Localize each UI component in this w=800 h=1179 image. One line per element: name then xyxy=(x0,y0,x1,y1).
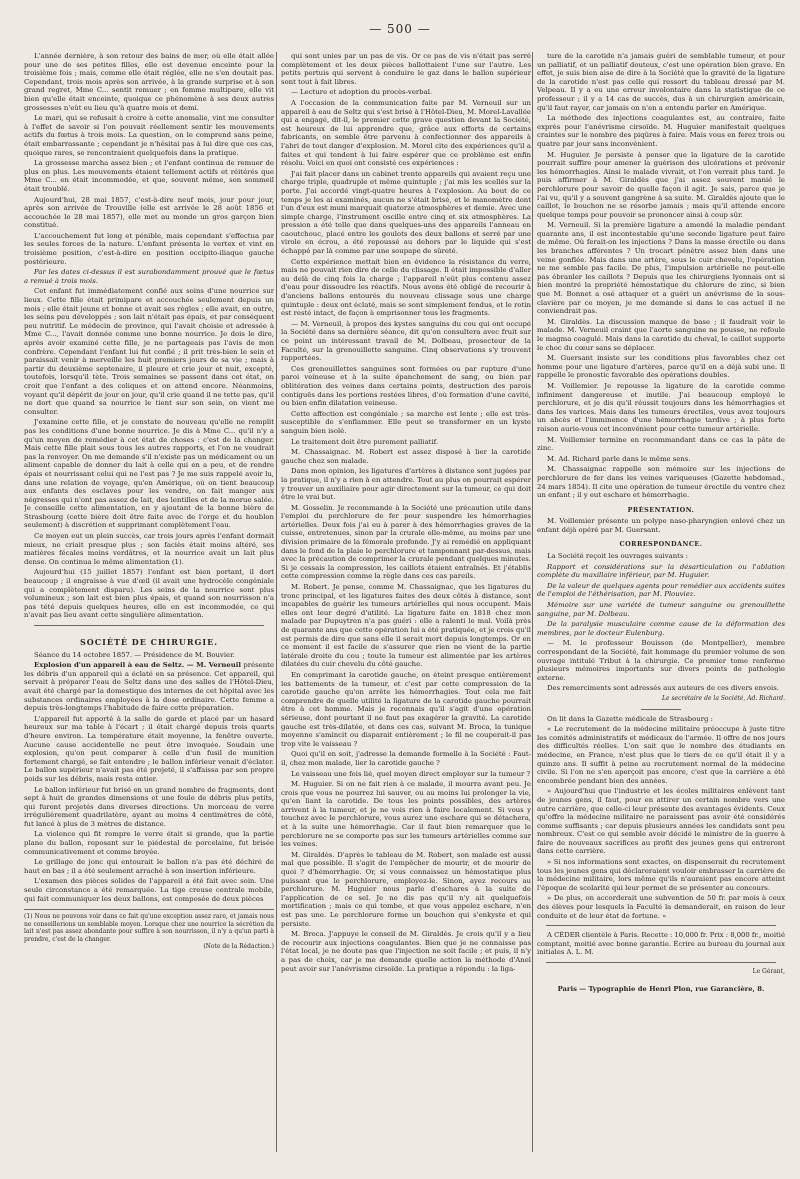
paragraph: » De plus, on accorderait une subvention de 50 fr. par mois à ceux des élèves pour lesquels la Faculté la demanderait, en raison de leur conduite et de leur état de fortune. » xyxy=(537,894,785,920)
paragraph: — M. le professeur Bouisson (de Montpellier), membre correspondant de la Société, fait hommage du premier volume de son ouvrage intitulé Tribut à la chirurgie. Ce premier tome renferme plusieurs mémoires importants sur divers points de pathologie externe. xyxy=(537,639,785,682)
section-divider xyxy=(546,962,776,963)
paragraph: La méthode des injections coagulantes est, au contraire, faite exprès pour l'anévrisme cirsoïde. M. Huguier manifestait quelques craintes sur le nombre des piqûres à faire. Mais vous en ferez trois ou quatre par jour sans inconvénient. xyxy=(537,114,785,148)
secretary-signature: Le secrétaire de la Société, Ad. Richard. xyxy=(662,694,785,702)
paragraph: Le ballon inférieur fut brisé en un grand nombre de fragments, dont sept à huit de grandes dimensions et une foule de débris plus petits, qui furent projetés dans diverses directions. Un morceau de verre irrégulièrement quadrilatère, ayant au moins 4 centimètres de côté, fut lancé à plus de 3 mètres de distance. xyxy=(24,785,274,828)
paragraph: M. Chassaignac rappelle son mémoire sur les injections de perchlorure de fer dans les veines variqueuses (Gazette hebdomad., 24 mars 1854). Il cite une opération de tumeur érectile du ventre chez un enfant ; il y eut eschare et hémorrhagie. xyxy=(537,465,785,500)
work-title: Mémoire sur une variété de tumeur sanguine ou grenouillette sanguine, par M. Dolbeau. xyxy=(537,601,785,618)
correspondance-heading: CORRESPONDANCE. xyxy=(619,540,703,549)
paragraph: Aujourd'hui, 28 mai 1857, c'est-à-dire neuf mois, jour pour jour, après son arrivée de Trouville (elle est arrivée le 28 août 1856 et accouchée le 28 mai 1857), elle met au monde un gros garçon bien constitué. xyxy=(24,195,274,230)
footnote-signature: (Note de la Rédaction.) xyxy=(203,943,274,951)
society-heading: SOCIÉTÉ DE CHIRURGIE. xyxy=(79,637,218,647)
explosion-text: présente les débris d'un appareil qui a éclaté en sa présence. Cet appareil, qui servait à préparer l'eau de Seltz dans une des salles de l'Hôtel-Dieu, avait été chargé par la domestique des internes de cet hôpital avec les substances ordinaires employées à la dose ordinaire. Cette femme a depuis très-longtemps l'habitude de faire cette préparation. xyxy=(24,661,274,713)
paragraph: M. Giraldès. D'après le tableau de M. Robert, son malade est aussi mal que possible. Il s'agit de l'empêcher de mourir, et de mourir de quoi ? d'hémorrhagie. Or, si vous connaissez un hémostatique plus puissant que le perchlorure, employez-le. Sinon, ayez recours au perchlorure. M. Huguier nous parle d'eschares à la suite de l'application de ce sel. Je ne dis pas qu'il n'y ait quelquefois mortification ; mais ce qui tombe, et que vous appelez eschare, n'en est pas une. Le perchlorure forme un bouchon qui s'enkyste et qui persiste. xyxy=(281,850,531,928)
paragraph: Par les dates ci-dessus il est surabondamment prouvé que le fœtus a remué à trois mois. xyxy=(24,268,274,285)
paragraph: M. Gosselin. Je recommande à la Société une précaution utile dans l'emploi du perchlorure de fer pour suspendre les hémorrhagies artérielles. Deux fois j'ai eu à parer à des hémorrhagies graves de la cuisse, entretenues, sinon par la crurale elle-même, au moins par une division primaire de la fémorale profonde. J'y ai remédié en appliquant dans le fond de la plaie le perchlorure et tamponnant par-dessus, mais avec la précaution de comprimer la crurale pendant quelques minutes. Si je cessais la compression, les caillots étaient entraînés. Et j'établis cette compression comme la règle dans ces cas pareils. xyxy=(281,503,531,581)
paragraph: M. Voillemier. Je repousse la ligature de la carotide comme infiniment dangereuse et inutile. J'ai beaucoup employé le perchlorure, et je dis qu'il réussit toujours dans les hémorrhagies et dans les varices. Mais dans les tumeurs érectiles, vous avez toujours un abcès et l'imminence d'une hémorrhagie tardive ; à plus forte raison aurie-vous cet inconvénient pour cette tumeur artérielle. xyxy=(537,381,785,433)
paragraph: Ces grenouillettes sanguines sont formées ou par rupture d'une paroi veineuse et à la suite épanchement de sang, ou bien par oblitération des veines dans certains points, destruction des parois contiguës dans les portions restées libres, d'où formation d'une cavité, ou bien enfin dilatation veineuse. xyxy=(281,364,531,408)
column-left xyxy=(24,52,274,1160)
paragraph: » Si nos informations sont exactes, on dispenserait du recrutement tous les jeunes gens qui déclareraient vouloir embrasser la carrière de la médecine militaire, lors même qu'ils n'auraient pas encore atteint l'époque de scolarité qui leur permet de se présenter au concours. xyxy=(537,858,785,892)
session-line: Séance du 14 octobre 1857. — Présidence de M. Bouvier. xyxy=(34,650,235,659)
paragraph: La violence qui fit rompre le verre était si grande, que la partie plane du ballon, reposant sur le piédestal de porcelaine, fut brisée communicativement et comme broyée. xyxy=(24,830,274,856)
printer-imprint: Paris — Typographie de Henri Plon, rue Garancière, 8. xyxy=(557,984,765,993)
paragraph: M. Huguier. Je persiste à penser que la ligature de la carotide pourrait suffire pour amener la guérison des ulcérations et prévenir les hémorrhagies. Ainsi le malade vivrait, et l'on verrait plus tard. Je puis affirmer à M. Giraldès que j'ai assez souvent manié le perchlorure pour savoir de quelle façon il agit. Je sais, parce que je l'ai vu, qu'il y a souvent gangrène à sa suite. M. Giraldès ajoute que le caillot, le bouchon ne se résorbe jamais ; mais qu'il attende encore quelque temps pour pouvoir se prononcer ainsi à coup sûr. xyxy=(537,150,785,219)
presentation-text: M. Voillemier présente un polype naso-pharyngien enlevé chez un enfant déjà opéré par M. Guersant. xyxy=(537,517,785,534)
presentation-heading: PRÉSENTATION. xyxy=(627,505,695,514)
paragraph: La Société reçoit les ouvrages suivants : xyxy=(547,552,689,561)
gazette-intro: On lit dans la Gazette médicale de Strasbourg : xyxy=(547,714,713,723)
paragraph: J'examine cette fille, et je constate de nouveau qu'elle ne remplit pas les conditions d'une bonne nourrice. Je dis à Mme C... qu'il n'y a qu'un moyen de remédier à cet état de choses : c'est de la changer. Mais cette fille plait sous tous les autres rapports, et l'on ne voudrait pas la renvoyer. On me demande s'il n'existe pas un médicament ou un aliment capable de donner du lait à celle qui en a peu, et de rendre épais et nourrissant celui qui ne l'est pas ? Je me suis rappelé avoir lu, dans une relation de voyage, qu'en Amérique, où on tient beaucoup aux enfants des esclaves pour les vendre, on fait manger aux négresses qui n'ont pas assez de lait, des lentilles et de la morue salée. Je conseille cette alimentation, en y ajoutant de la bonne bière de Strasbourg (cette bière doit être faite avec de l'orge et du houblon seulement) à discrétion et supprimant complètement l'eau. xyxy=(24,418,274,530)
paragraph: ture de la carotide n'a jamais guéri de semblable tumeur, et pour un palliatif, et un palliatif douteux, c'est une opération bien grave. En effet, je suis bien aise de dire à la Société que la gravité de la ligature de la carotide n'est pas celle qui ressort du tableau dressé par M. Velpeau. Il y a eu une erreur involontaire dans la statistique de ce professeur ; il y a 14 cas de succès, dus à un chirurgien américain, qu'il faut rayer, car jamais on n'en a entendu parler en Amérique. xyxy=(537,52,785,112)
paragraph: Dans mon opinion, les ligatures d'artères à distance sont jugées par la pratique, il n'y a rien à en attendre. Tout au plus on pourrait espérer y trouver un auxiliaire pour agir directement sur la tumeur, ce qui doit être le vrai but. xyxy=(281,467,531,502)
explosion-paragraph xyxy=(24,661,274,713)
work-title: Rapport et considérations sur la désarticulation ou l'ablation complète du maxillaire inférieur, par M. Huguier. xyxy=(537,562,785,580)
paragraph: M. Guersant insiste sur les conditions plus favorables chez cet homme pour une ligature d'artères, parce qu'il en a déjà subi une. Il rappelle le pronostic favorable des opérations doubles. xyxy=(537,354,785,380)
paragraph: Le grillage de jonc qui entourait le ballon n'a pas été déchiré de haut en bas ; il a été seulement arraché à son insertion inférieure. xyxy=(24,858,274,875)
page-number: — 500 — xyxy=(369,22,431,36)
paragraph: « Le recrutement de la médecine militaire préoccupe à juste titre les comités administratifs et médicaux de l'armée. Il offre de nos jours des difficultés réelles. L'on sait que le nombre des étudiants en médecine, en France, n'est plus que le tiers de ce qu'il était il y a quinze ans. Il suffit à peine au recrutement normal de la médecine civile. Si l'on ne s'en aperçoit pas encore, c'est que la carrière a été encombrée pendant bien des années. xyxy=(537,725,785,785)
paragraph: L'examen des pièces solides de l'appareil a été fait avec soin. Une seule circonstance a été remarquée. La tige creuse centrale mobile, qui fait communiquer les deux ballons, est composée de deux pièces xyxy=(24,877,274,903)
column-middle xyxy=(281,52,531,1160)
paragraph: M. Broca. J'appuye le conseil de M. Giraldès. Je crois qu'il y a lieu de recourir aux injections coagulantes. Bien que je ne connaisse pas l'état local, je ne doute pas que l'injection ne soit facile ; et puis, il n'y a pas de choix, car je me demande quelle action la méthode d'Anel peut avoir sur l'anévrisme cirsoïde. La pratique a répondu : la liga- xyxy=(281,930,531,973)
footnote-text: (1) Nous ne pouvons voir dans ce fait qu'une exception assez rare, et jamais nous ne conseillerions un semblable moyen. Lorsque chez une nourrice la sécrétion du lait n'est pas assez abondante pour suffire à son nourrisson, il n'y a qu'un parti à prendre, c'est de la changer. xyxy=(24,913,274,943)
paragraph: Cet enfant fut immédiatement confié aux soins d'une nourrice sur lieux. Cette fille était primipare et accouchée seulement depuis un mois ; elle était jeune et bonne et avait ses règles ; elle avait, en outre, les seins peu développés ; son lait n'était pas épais, et par conséquent peu nutritif. Le médecin de province, qui l'avait choisie et adressée à Mme C..., l'avait donnée comme une bonne nourrice. Je dois le dire, après avoir examiné cette fille, je ne partageais pas l'avis de mon confrère. Cependant l'enfant lui fut confié ; il prit très-bien le sein et paraissait venir à merveille les huit premiers jours de sa vie ; mais à partir du deuxième septenaire, il pleure et crie jour et nuit, excepté, toutefois, lorsqu'il tète. Trois semaines se passent dans cet état, on croit que l'enfant a des coliques et on attend encore. Néanmoins, voyant qu'il dépérit de jour en jour, qu'il crie quand il ne tette pas, qu'il ne dort que quand sa nourrice le tient sur son sein, on vient me consulter. xyxy=(24,287,274,416)
paragraph: Le vaisseau une fois lié, quel moyen direct employer sur la tumeur ? xyxy=(291,769,531,778)
paragraph: J'ai fait placer dans un cabinet trente appareils qui avaient reçu une charge triple, quadruple et même quintuple ; j'ai mis les scellés sur la porte. J'ai accordé vingt-quatre heures à l'explosion. Au bout de ce temps je les ai examinés, aucun ne s'était brisé, et le manomètre dont l'un d'eux est muni marquait quatorze atmosphères et demie. Avec une simple charge, l'instrument oscille entre cinq et six atmosphères. La pression a été telle que dans quelques-uns des appareils l'anneau en caoutchouc, placé entre les goulots des deux ballons et serré par une virole en écrou, a été repoussé au dehors par le liquide qui s'est échappé par là comme par une soupape de sûreté. xyxy=(281,169,531,256)
paragraph: M. Huguier. Si on ne fait rien à ce malade, il mourra avant peu. Je crois que vous ne pourrez lui sauver, ou au moins lui prolonger la vie, qu'en liant la carotide. De tous les points possibles, des artères arrivent à la tumeur, et je ne vois rien à faire localement. Si vous y touchez avec le perchlorure, vous aurez une eschare qui se détachera, et à la suite une hémorrhagie. Car il faut bien remarquer que le perchlorure ne se comporte pas sur les tumeurs artérielles comme sur les veines. xyxy=(281,780,531,849)
paragraph: M. Robert. Je pense, comme M. Chassaignac, que les ligatures du tronc principal, et les ligatures faites des deux côtés à distance, sont incapables de guérir les tumeurs artérielles qui nous occupent. Mais elles ont leur degré d'utilité. La ligature faite en 1818 chez mon malade par Dupuytren n'a pas guéri : elle a ralenti le mal. Voilà près de quarante ans que cette opération lui a été pratiquée, et je crois qu'il est permis de dire que sans elle il serait mort depuis longtemps. Or en ce moment il est facile de s'assurer que rien ne vient de la partie latérale droite du cou ; toute la tumeur est alimentée par les artères dilatées du cuir chevelu du côté gauche. xyxy=(281,583,531,669)
explosion-lead: Explosion d'un appareil à eau de Seltz. — M. Verneuil xyxy=(34,661,242,670)
gerant-label: Le Gérant, xyxy=(752,968,785,975)
section-divider xyxy=(546,925,776,926)
paragraph: Aujourd'hui (15 juillet 1857) l'enfant est bien portant, il dort beaucoup ; il engraisse à vue d'œil (il avait une hydrocèle congéniale qui a complètement disparu). Les seins de la nourrice sont plus volumineux ; son lait est bien plus épais, et quand son nourrisson n'a pas tété depuis quelques heures, elle en est incommodée, ce qui n'avait pas lieu avant cette singulière alimentation. xyxy=(24,568,274,620)
paragraph: Le traitement doit être purement palliatif. xyxy=(291,437,439,446)
paragraph: L'accouchement fut long et pénible, mais cependant s'effectua par les seules forces de la nature. L'enfant présenta le vertex et vint en troisième position, c'est-à-dire en position occipito-iliaque gauche postérieure. xyxy=(24,231,274,266)
paragraph: Cette affection est congéniale ; sa marche est lente ; elle est très-susceptible de s'enflammer. Elle peut se transformer en un kyste sanguin bien isolé. xyxy=(281,409,531,435)
paragraph: » Aujourd'hui que l'industrie et les écoles militaires enlèvent tant de jeunes gens, il faut, pour en attirer un certain nombre vers une autre carrière, que celle-ci leur présente des avantages évidents. Ceux qu'offre la médecine militaire ne paraissent pas avoir été considérés comme suffisants ; car depuis plusieurs années les candidats sont peu nombreux. C'est ce qui semble avoir décidé le ministre de la guerre à faire de nouveaux sacrifices au profit des jeunes gens qui entreront dans cette carrière. xyxy=(537,787,785,856)
paragraph: — Lecture et adoption du procès-verbal. xyxy=(291,88,433,97)
paragraph: M. Chassaignac. M. Robert est assez disposé à lier la carotide gauche chez son malade. xyxy=(281,448,531,465)
section-divider xyxy=(34,625,264,626)
paragraph: qui sont unies par un pas de vis. Or ce pas de vis n'était pas serré complètement et les deux pièces ballottaient l'une sur l'autre. Les petits pertuis qui servent à conduire le gaz dans le ballon supérieur sont tout à fait libres. xyxy=(281,52,531,86)
paragraph: L'appareil fut apporté à la salle de garde et placé par un hasard heureux sur ma table à l'écart ; il était chargé depuis trois quarts d'heure environ. La température était moyenne, la fenêtre ouverte. Aucune cause accidentelle ne peut être invoquée. Soudain une explosion, qu'on peut comparer à celle d'un fusil de munition fortement chargé, se fait entendre ; le ballon inférieur venait d'éclater. Le ballon supérieur n'avait pas été projeté, il s'affaissa par son propre poids sur les débris, mais resta entier. xyxy=(24,714,274,783)
paragraph: Le mari, qui se refusait à croire à cette anomalie, vint me consulter à l'effet de savoir si l'on pouvait réellement sentir les mouvements actifs du fœtus à trois mois. La question, on le comprend sans peine, était embarrassante ; cependant je n'hésitai pas à lui dire que ces cas, quoique rares, se rencontraient quelquefois dans la pratique. xyxy=(24,114,274,157)
work-title: De la paralysie musculaire comme cause de la déformation des membres, par le docteur Eulenburg. xyxy=(537,620,785,637)
column-rule xyxy=(276,52,277,1152)
paragraph: En comprimant la carotide gauche, on éteint presque entièrement les battements de la tumeur, et c'est par cette compression de la carotide gauche qu'on arrête les hémorrhagies. Tout cela me fait comprendre de quelle utilité la ligature de la carotide gauche pourrait être à cet homme. Mais je reconnais qu'il s'agit d'une opération sérieuse, dont pourtant il ne faut pas exagérer la gravité. La carotide gauche est très-dilatée, et dans ces cas, suivant M. Broca, la tunique moyenne s'amincit ou disparait entièrement ; le fil ne couperait-il pas trop vite le vaisseau ? xyxy=(281,670,531,748)
paragraph: Des remerciments sont adressés aux auteurs de ces divers envois. xyxy=(547,684,779,693)
paragraph: M. Voillemier termine en recommandant dans ce cas la pâte de zinc. xyxy=(537,435,785,453)
paragraph: — M. Verneuil, à propos des kystes sanguins du cou qui ont occupé la Société dans sa dernière séance, dit qu'on consultera avec fruit sur ce point un intéressant travail de M. Dolbeau, prosecteur de la Faculté, sur la grenouillette sanguine. Cinq observations s'y trouvent rapportées. xyxy=(281,319,531,363)
paragraph: M. Verneuil. Si la première ligature a amendé la maladie pendant quarante ans, il est incontestable qu'une seconde ligature peut faire de même. Où ferait-on les injections ? Dans la masse érectile ou dans les branches afférentes ? Un trocart pénètre assez bien dans une veine gonflée. Mais dans une artère, sous le cuir chevelu, l'opération ne me semble pas facile. De plus, l'impulsion artérielle ne peut-elle pas ébranler les caillots ? Depuis que les chirurgiens lyonnais ont si bien montré la propriété hémostatique du chlorure de zinc, si bien que M. Bonnet a osé attaquer et a guéri un anévrisme de la sous-clavière par ce moyen, je me demande si dans le cas actuel il ne conviendrait pas. xyxy=(537,221,785,316)
paragraph: Quoi qu'il en soit, j'adresse la demande formelle à la Société : Faut-il, chez mon malade, lier la carotide gauche ? xyxy=(281,750,531,767)
paragraph: La grossesse marcha assez bien ; et l'enfant continua de remuer de plus en plus. Les mouvements étaient tellement actifs et réitérés que Mme C... en était incommodée, et que, souvent même, son sommeil était troublé. xyxy=(24,159,274,193)
paragraph: A l'occasion de la communication faite par M. Verneuil sur un appareil à eau de Seltz qui s'est brisé à l'Hôtel-Dieu, M. Morel-Lavallée qui a engagé, dit-il, le premier cette grave question devant la Société, est heureux de lui apprendre que, grâce aux efforts de certains fabricants, on semble être parvenu à confectionner des appareils à l'abri de tout danger d'explosion. M. Morel cite des expériences qu'il a faites et qui tendent à lui faire espérer que ce problème est enfin résolu. Voici en quoi ont consisté ces expériences : xyxy=(281,98,531,168)
paragraph: L'année dernière, à son retour des bains de mer, où elle était allée pour une de ses petites filles, elle est devenue enceinte pour la troisième fois ; mais, comme elle était réglée, elle ne s'en doutait pas. Cependant, trois mois après son arrivée, à la grande surprise et à son grand regret, Mme C... sentit remuer ; en femme multipare, elle vit bien qu'elle était enceinte, quoique ce phénomène à ses deux autres grossesses n'eût eu lieu qu'à quatre mois et demi. xyxy=(24,52,274,112)
work-title: De la valeur de quelques agents pour remédier aux accidents suites de l'emploi de l'éthérisation, par M. Plouviez. xyxy=(537,581,785,599)
footnote xyxy=(24,909,274,951)
column-right xyxy=(537,52,785,1160)
paragraph: Ce moyen eut un plein succès, car trois jours après l'enfant dormait mieux, ne criait presque plus ; son faciès était moins altéré, ses matières fécales moins verdâtres, et la nourrice avait un lait plus dense. On continua le même alimentation (1). xyxy=(24,532,274,566)
case-report xyxy=(24,52,274,620)
paragraph: M. Ad. Richard parle dans le même sens. xyxy=(547,454,691,463)
paragraph: Cette expérience mettait bien en évidence la résistance du verre, mais ne pouvait rien dire de celle du clissage. Il était impossible d'aller au delà de cinq fois la charge ; l'appareil n'eût plus contenu assez d'eau pour dissoudre les réactifs. Nous avons été obligé de recourir à d'anciens ballons entourés du nouveau clissage sous une charge quintuple : deux ont éclaté, mais se sont simplement fendus, et le rotin est resté intact, de façon à emprisonner tous les fragments. xyxy=(281,257,531,318)
column-rule xyxy=(532,52,533,1152)
classified-ad: A CÉDER clientèle à Paris. Recette : 10,000 fr. Prix : 8,000 fr., moitié comptant, moitié avec bonne garantie. Écrire au bureau du journal aux initiales A. L. M. xyxy=(537,931,785,957)
paragraph: M. Giraldès. La discussion manque de base ; il faudrait voir le malade. M. Verneuil craint que l'aorte sanguine ne pousse, ne refoule le magma coagulé. Mais dans la carotide du cheval, le caillot supporte le choc du cœur sans se déplacer. xyxy=(537,317,785,352)
section-divider xyxy=(641,709,681,710)
